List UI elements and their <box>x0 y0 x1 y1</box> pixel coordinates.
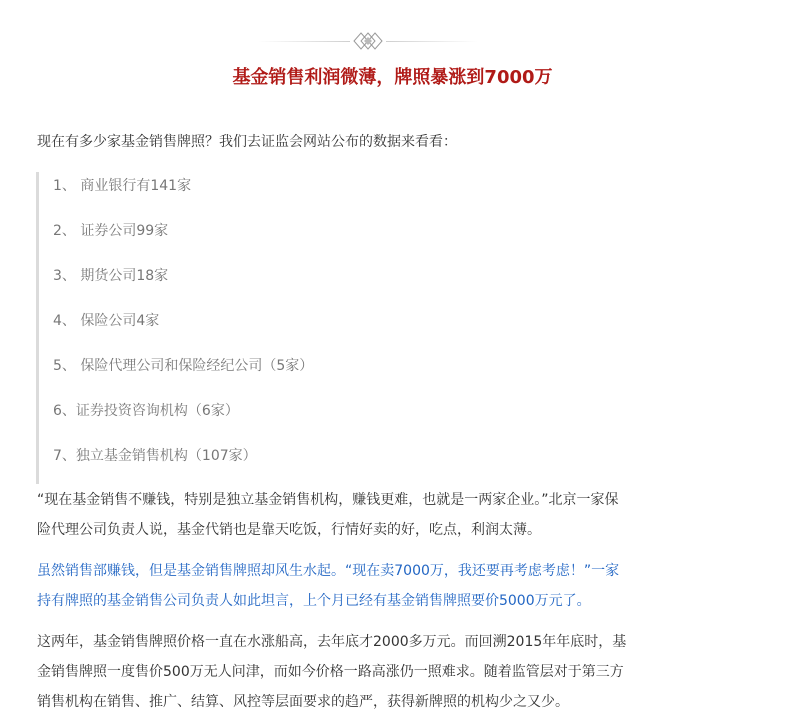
license-count-list <box>36 172 759 484</box>
list-item: 7、独立基金销售机构（107家） <box>53 448 257 464</box>
list-item: 4、 保险公司4家 <box>53 313 160 329</box>
list-item: 2、 证券公司99家 <box>53 223 169 239</box>
divider-line-right <box>386 41 478 42</box>
paragraph-price-history <box>37 627 757 717</box>
intro-paragraph: 现在有多少家基金销售牌照？我们去证监会网站公布的数据来看看： <box>37 134 457 150</box>
paragraph-quote-beijing <box>37 485 757 545</box>
paragraph-line: 险代理公司负责人说，基金代销也是靠天吃饭，行情好卖的好，吃点，利润太薄。 <box>37 522 541 538</box>
paragraph-line: 持有牌照的基金销售公司负责人如此坦言，上个月已经有基金销售牌照要价5000万元了。 <box>37 593 591 609</box>
list-item: 1、 商业银行有141家 <box>53 178 192 194</box>
article-title: 基金销售利润微薄，牌照暴涨到7000万 <box>232 67 553 88</box>
list-item: 6、证券投资咨询机构（6家） <box>53 403 239 419</box>
paragraph-line: 虽然销售部赚钱，但是基金销售牌照却风生水起。“现在卖7000万，我还要再考虑考虑！”一家 <box>37 563 620 579</box>
paragraph-line: 销售机构在销售、推广、结算、风控等层面要求的趋严，获得新牌照的机构少之又少。 <box>37 694 569 710</box>
divider-line-left <box>258 41 350 42</box>
paragraph-line: 这两年，基金销售牌照价格一直在水涨船高，去年底才2000多万元。而回溯2015年年底时，基 <box>37 634 627 650</box>
diamond-ornament-icon <box>353 31 383 51</box>
list-item: 3、 期货公司18家 <box>53 268 169 284</box>
title-divider <box>258 40 478 44</box>
paragraph-line: “现在基金销售不赚钱，特别是独立基金销售机构，赚钱更难，也就是一两家企业。”北京一家保 <box>37 492 619 508</box>
paragraph-highlight-price <box>37 556 757 616</box>
paragraph-line: 金销售牌照一度售价500万无人问津，而如今价格一路高涨仍一照难求。随着监管层对于第三方 <box>37 664 624 680</box>
list-item: 5、 保险代理公司和保险经纪公司（5家） <box>53 358 314 374</box>
